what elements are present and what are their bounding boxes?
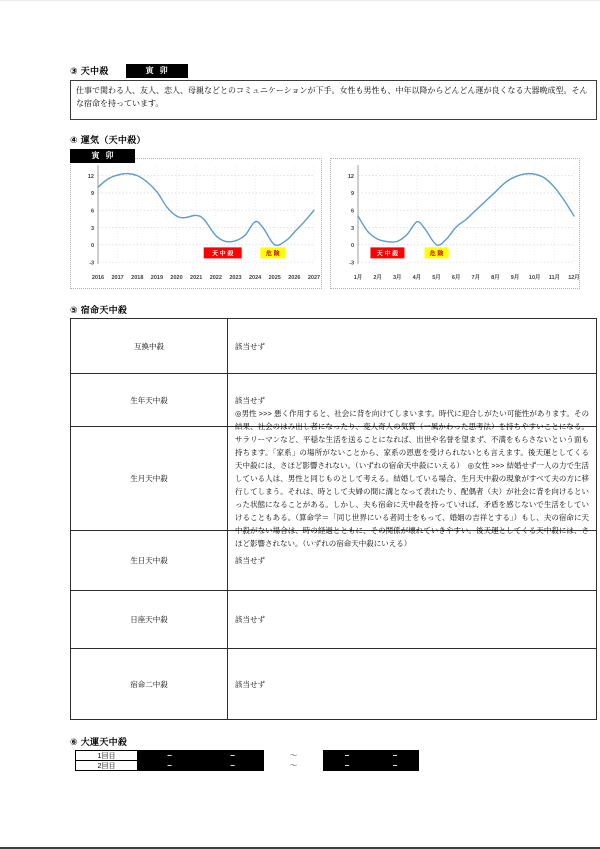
section-taiun-tenchusatsu (70, 736, 597, 771)
taiun-row (75, 760, 597, 771)
taiun-value: − (230, 760, 235, 770)
taiun-end-cell (323, 760, 419, 771)
section-shukumei-tenchusatsu (70, 304, 597, 720)
row-value (228, 649, 596, 719)
svg-text:2016: 2016 (91, 275, 105, 281)
svg-text:1月: 1月 (353, 275, 363, 281)
row-label: 生年天中殺 (71, 374, 228, 426)
svg-text:危 険: 危 険 (429, 251, 444, 258)
taiun-table (75, 750, 597, 771)
row-value-text: 該当せず (235, 556, 265, 565)
row-label: 日座天中殺 (71, 591, 228, 648)
svg-text:8月: 8月 (491, 275, 500, 281)
section3-eto-label: 寅卯 (126, 64, 188, 78)
svg-text:2025: 2025 (268, 275, 281, 281)
svg-text:3: 3 (350, 225, 354, 232)
svg-text:9月: 9月 (510, 275, 520, 281)
svg-text:7月: 7月 (471, 275, 481, 281)
section3-heading: ③ 天中殺 (70, 66, 109, 76)
svg-text:6: 6 (90, 208, 94, 215)
taiun-value: − (392, 760, 398, 770)
section3-header (70, 64, 597, 78)
svg-text:11月: 11月 (548, 275, 561, 281)
table-row (71, 648, 596, 719)
svg-text:5月: 5月 (432, 275, 441, 281)
taiun-value: − (167, 750, 172, 760)
svg-text:6月: 6月 (451, 275, 461, 281)
svg-text:2020: 2020 (170, 275, 183, 281)
row-value-text: 該当せず (235, 615, 265, 624)
svg-text:12月: 12月 (568, 275, 580, 281)
svg-text:2018: 2018 (131, 275, 144, 281)
svg-text:0: 0 (350, 243, 354, 250)
yearly-unki-chart (72, 161, 320, 287)
svg-text:0: 0 (90, 243, 94, 250)
row-value (228, 409, 596, 548)
taiun-value: − (392, 750, 398, 760)
section6-heading: ⑥ 大運天中殺 (70, 737, 128, 747)
svg-text:3: 3 (90, 225, 94, 232)
row-label: 生月天中殺 (71, 427, 228, 530)
table-row (71, 409, 596, 548)
tenchusatsu-description: 仕事で関わる人、友人、恋人、母親などとのコミュニケーションが下手。女性も男性も、中年以降からどんどん運が良くなる大器晩成型。そんな宿命を持っています。 (76, 86, 588, 108)
report-content (70, 64, 597, 771)
table-row (71, 319, 596, 373)
svg-text:2月: 2月 (373, 275, 382, 281)
taiun-value: − (230, 750, 235, 760)
monthly-chart-box (330, 158, 580, 289)
svg-text:天 中 殺: 天 中 殺 (212, 251, 234, 258)
svg-text:6: 6 (350, 208, 354, 215)
taiun-row-label: 2回目 (75, 760, 138, 771)
svg-text:天 中 殺: 天 中 殺 (376, 251, 399, 258)
taiun-row-label: 1回目 (75, 750, 138, 761)
taiun-value: − (344, 750, 350, 760)
svg-text:危 険: 危 険 (265, 251, 280, 258)
svg-text:-3: -3 (89, 260, 94, 267)
table-row (71, 590, 596, 648)
row-label: 宿命二中殺 (71, 649, 228, 719)
row-value-text: 該当せず (235, 679, 265, 689)
yearly-chart-box (70, 158, 322, 289)
taiun-value: − (167, 760, 172, 770)
section4-eto-label: 寅卯 (70, 149, 135, 163)
svg-text:2023: 2023 (229, 275, 242, 281)
row-value-text: ◎男性 >>> 悪く作用すると、社会に背を向けてしまいます。時代に迎合しがたい可能性があります。その結果、社会のはみ出し者になったり、変人奇人の気質（一風かわった思考法）を持ちやすいことになる。サラリーマンなど、平穏な生活を送ることになれば、出世や名誉を望まず、不満をもらさないという面も持ちます。「家系」の場所がないことから、家系の恩恵を受けられないとも言えます。後天運としてくる天中殺には、さほど影響されない。（いずれの宿命天中殺にいえる） ◎女性 >>> 結婚せず一人の力で生活している人は、男性と同じものとして考える。結婚している場合、生月天中殺の現象がすべて夫の方に移行してしまう。それは、時として夫婦の間に溝となって表れたり、配偶者（夫）が社会に背を向けるといった状態になることがある。しかし、夫も宿命に天中殺を持っていれば、矛盾を感じないで生活をしていけることもある。（算命学＝「同じ世界にいる者同士をもって、婚姻の吉祥とする」）もし、夫の宿命に天中殺がない場合は、時の経過とともに、その関係が壊れていきやすい。後天運としてくる天中殺には、さほど影響されない。（いずれの宿命天中殺にいえる） (235, 409, 589, 548)
section5-heading: ⑤ 宿命天中殺 (70, 305, 128, 315)
tilde-separator: ～ (289, 761, 298, 770)
row-label: 互換中殺 (71, 319, 228, 373)
charts-row (70, 158, 597, 289)
svg-text:2024: 2024 (248, 275, 262, 281)
row-value-text: 該当せず (235, 395, 265, 405)
row-value (228, 591, 596, 648)
svg-text:2017: 2017 (111, 275, 124, 281)
svg-text:2021: 2021 (190, 275, 203, 281)
svg-text:4月: 4月 (412, 275, 422, 281)
tilde-separator: ～ (289, 751, 298, 760)
svg-text:9: 9 (90, 191, 94, 198)
shukumei-table (70, 318, 597, 720)
row-label: 生日天中殺 (71, 531, 228, 590)
svg-text:2026: 2026 (288, 275, 301, 281)
svg-text:12: 12 (347, 173, 354, 180)
table-row (71, 530, 596, 590)
tenchusatsu-description-box (70, 80, 597, 120)
section-tenchusatsu (70, 64, 597, 120)
taiun-start-cell (138, 760, 264, 771)
section-unki (70, 134, 597, 289)
svg-text:10月: 10月 (528, 275, 541, 281)
row-value-text: 該当せず (235, 341, 265, 351)
row-value (228, 319, 596, 373)
svg-text:12: 12 (87, 173, 94, 180)
svg-text:-3: -3 (349, 260, 354, 267)
taiun-value: − (344, 760, 350, 770)
row-value (228, 531, 596, 590)
section4-heading: ④ 運気（天中殺） (70, 135, 146, 145)
svg-text:2022: 2022 (209, 275, 222, 281)
monthly-unki-chart (332, 161, 580, 287)
svg-text:9: 9 (350, 191, 354, 198)
svg-text:3月: 3月 (392, 275, 402, 281)
svg-text:2027: 2027 (307, 275, 320, 281)
svg-text:2019: 2019 (150, 275, 164, 281)
